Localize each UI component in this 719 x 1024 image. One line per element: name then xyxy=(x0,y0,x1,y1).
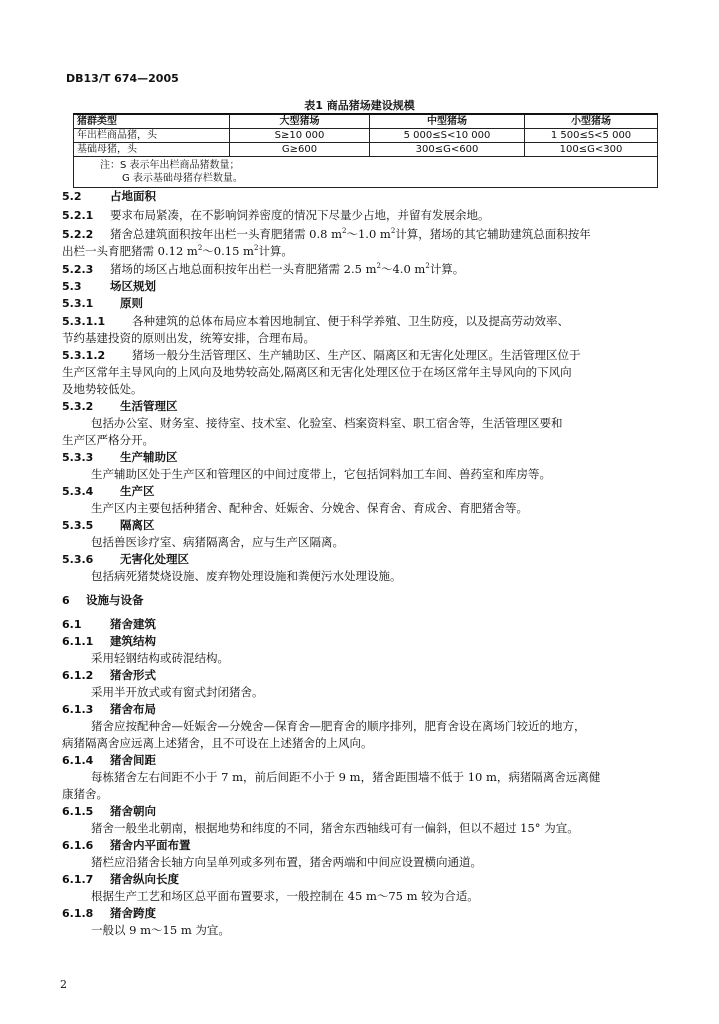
table-cell: 1 500≤S<5 000 xyxy=(525,129,658,143)
table-row xyxy=(74,143,658,157)
table-header-cell: 大型猪场 xyxy=(230,114,370,129)
clause-5-2-2: 5.2.2 猪舍总建筑面积按年出栏一头育肥猪需 0.8 $m^2\sim 1.0$ $m^2$计算，猪场的其它辅助建筑总面积按年 xyxy=(62,227,591,241)
table-caption: 表1 商品猪场建设规模 xyxy=(304,99,415,112)
clause-6-1-7-heading: 6.1.7 猪舍纵向长度 xyxy=(62,872,179,886)
standard-code: DB13/T 674—2005 xyxy=(66,72,179,85)
table-notes xyxy=(74,157,658,188)
clause-6-1-3-heading: 6.1.3 猪舍布局 xyxy=(62,702,156,716)
clause-6-1-2-text: 采用半开放式或有窗式封闭猪舍。 xyxy=(91,685,264,699)
section-5-3-heading: 5.3 场区规划 xyxy=(62,279,156,293)
clause-5-3-2-cont: 生产区严格分开。 xyxy=(62,433,154,447)
clause-5-3-5-heading: 5.3.5 隔离区 xyxy=(62,518,155,532)
clause-5-3-1-2-cont: 生产区常年主导风向的上风向及地势较高处,隔离区和无害化处理区位于在场区常年主导风向的下风向 xyxy=(62,365,572,379)
table-header-cell: 猪群类型 xyxy=(74,114,230,129)
table-cell: 年出栏商品猪，头 xyxy=(74,129,230,143)
table-cell: 基础母猪，头 xyxy=(74,143,230,157)
clause-6-1-6-heading: 6.1.6 猪舍内平面布置 xyxy=(62,838,191,852)
table-cell: 100≤G<300 xyxy=(525,143,658,157)
page-number: 2 xyxy=(60,978,67,991)
clause-5-3-5-text: 包括兽医诊疗室、病猪隔离舍，应与生产区隔离。 xyxy=(91,535,344,549)
clause-5-3-2-heading: 5.3.2 生活管理区 xyxy=(62,399,178,413)
clause-5-2-3: 5.2.3 猪场的场区占地总面积按年出栏一头育肥猪需 2.5 $m^2\sim 4.0$ $m^2$计算。 xyxy=(62,262,465,276)
clause-5-2-2-cont: 出栏一头育肥猪需 0.12 $m^2\sim 0.15$ $m^2$计算。 xyxy=(62,244,293,258)
section-5-2-heading: 5.2 占地面积 xyxy=(62,189,156,203)
clause-6-1-8-heading: 6.1.8 猪舍跨度 xyxy=(62,906,156,920)
clause-6-1-1-heading: 6.1.1 建筑结构 xyxy=(62,634,156,648)
clause-5-3-3-text: 生产辅助区处于生产区和管理区的中间过度带上，它包括饲料加工车间、兽药室和库房等。 xyxy=(91,467,551,481)
clause-5-3-6-text: 包括病死猪焚烧设施、废弃物处理设施和粪便污水处理设施。 xyxy=(91,569,402,583)
table-note: G 表示基础母猪存栏数量。 xyxy=(122,173,243,184)
table-note: 注：S 表示年出栏商品猪数量； xyxy=(100,160,240,171)
section-6-1-heading: 6.1 猪舍建筑 xyxy=(62,617,156,631)
table-cell: S≥10 000 xyxy=(230,129,370,143)
clause-6-1-8-text: 一般以 9 m～15 m 为宜。 xyxy=(91,923,230,937)
table-header-cell: 中型猪场 xyxy=(370,114,525,129)
clause-5-3-1-heading: 5.3.1 原则 xyxy=(62,296,143,310)
clause-5-3-2-text: 包括办公室、财务室、接待室、技术室、化验室、档案资料室、职工宿舍等，生活管理区要和 xyxy=(91,416,563,430)
clause-6-1-7-text: 根据生产工艺和场区总平面布置要求，一般控制在 45 m～75 m 较为合适。 xyxy=(91,889,479,903)
clause-6-1-4-heading: 6.1.4 猪舍间距 xyxy=(62,753,156,767)
table-notes-row xyxy=(74,157,658,188)
clause-6-1-2-heading: 6.1.2 猪舍形式 xyxy=(62,668,156,682)
clause-5-3-6-heading: 5.3.6 无害化处理区 xyxy=(62,552,189,566)
clause-6-1-3-cont: 病猪隔离舍应远离上述猪舍，且不可设在上述猪舍的上风向。 xyxy=(62,736,373,750)
scale-table xyxy=(73,113,658,188)
clause-5-3-3-heading: 5.3.3 生产辅助区 xyxy=(62,450,178,464)
clause-6-1-1-text: 采用轻钢结构或砖混结构。 xyxy=(91,651,229,665)
table-cell: 5 000≤S<10 000 xyxy=(370,129,525,143)
clause-6-1-3-text: 猪舍应按配种舍—妊娠舍—分娩舍—保育舍—肥育舍的顺序排列，肥育舍设在离场门较近的地方， xyxy=(91,719,586,733)
clause-5-3-1-2-cont2: 及地势较低处。 xyxy=(62,382,143,396)
clause-5-2-1: 5.2.1 要求布局紧凑，在不影响饲养密度的情况下尽量少占地，并留有发展余地。 xyxy=(62,208,490,222)
clause-5-3-1-2: 5.3.1.2 猪场一般分生活管理区、生产辅助区、生产区、隔离区和无害化处理区。生活管理区位于 xyxy=(62,348,581,362)
table-row xyxy=(74,129,658,143)
clause-6-1-4-text: 每栋猪舍左右间距不小于 7 m，前后间距不小于 9 m，猪舍距围墙不低于 10 m，病猪隔离舍远离健 xyxy=(91,770,601,784)
clause-5-3-1-1: 5.3.1.1 各种建筑的总体布局应本着因地制宜、便于科学养殖、卫生防疫，以及提高劳动效率、 xyxy=(62,314,569,328)
clause-5-3-4-text: 生产区内主要包括种猪舍、配种舍、妊娠舍、分娩舍、保育舍、育成舍、育肥猪舍等。 xyxy=(91,501,528,515)
clause-6-1-6-text: 猪栏应沿猪舍长轴方向呈单列或多列布置，猪舍两端和中间应设置横向通道。 xyxy=(91,855,482,869)
clause-6-1-4-cont: 康猪舍。 xyxy=(62,787,108,801)
table-header-row xyxy=(74,114,658,129)
table-header-cell: 小型猪场 xyxy=(525,114,658,129)
table-cell: 300≤G<600 xyxy=(370,143,525,157)
clause-5-3-4-heading: 5.3.4 生产区 xyxy=(62,484,155,498)
clause-5-3-1-1-cont: 节约基建投资的原则出发，统筹安排，合理布局。 xyxy=(62,331,315,345)
section-6-heading: 6 设施与设备 xyxy=(62,593,144,607)
table-cell: G≥600 xyxy=(230,143,370,157)
clause-6-1-5-text: 猪舍一般坐北朝南，根据地势和纬度的不同，猪舍东西轴线可有一偏斜，但以不超过 15° 为宜。 xyxy=(91,821,579,835)
clause-6-1-5-heading: 6.1.5 猪舍朝向 xyxy=(62,804,156,818)
